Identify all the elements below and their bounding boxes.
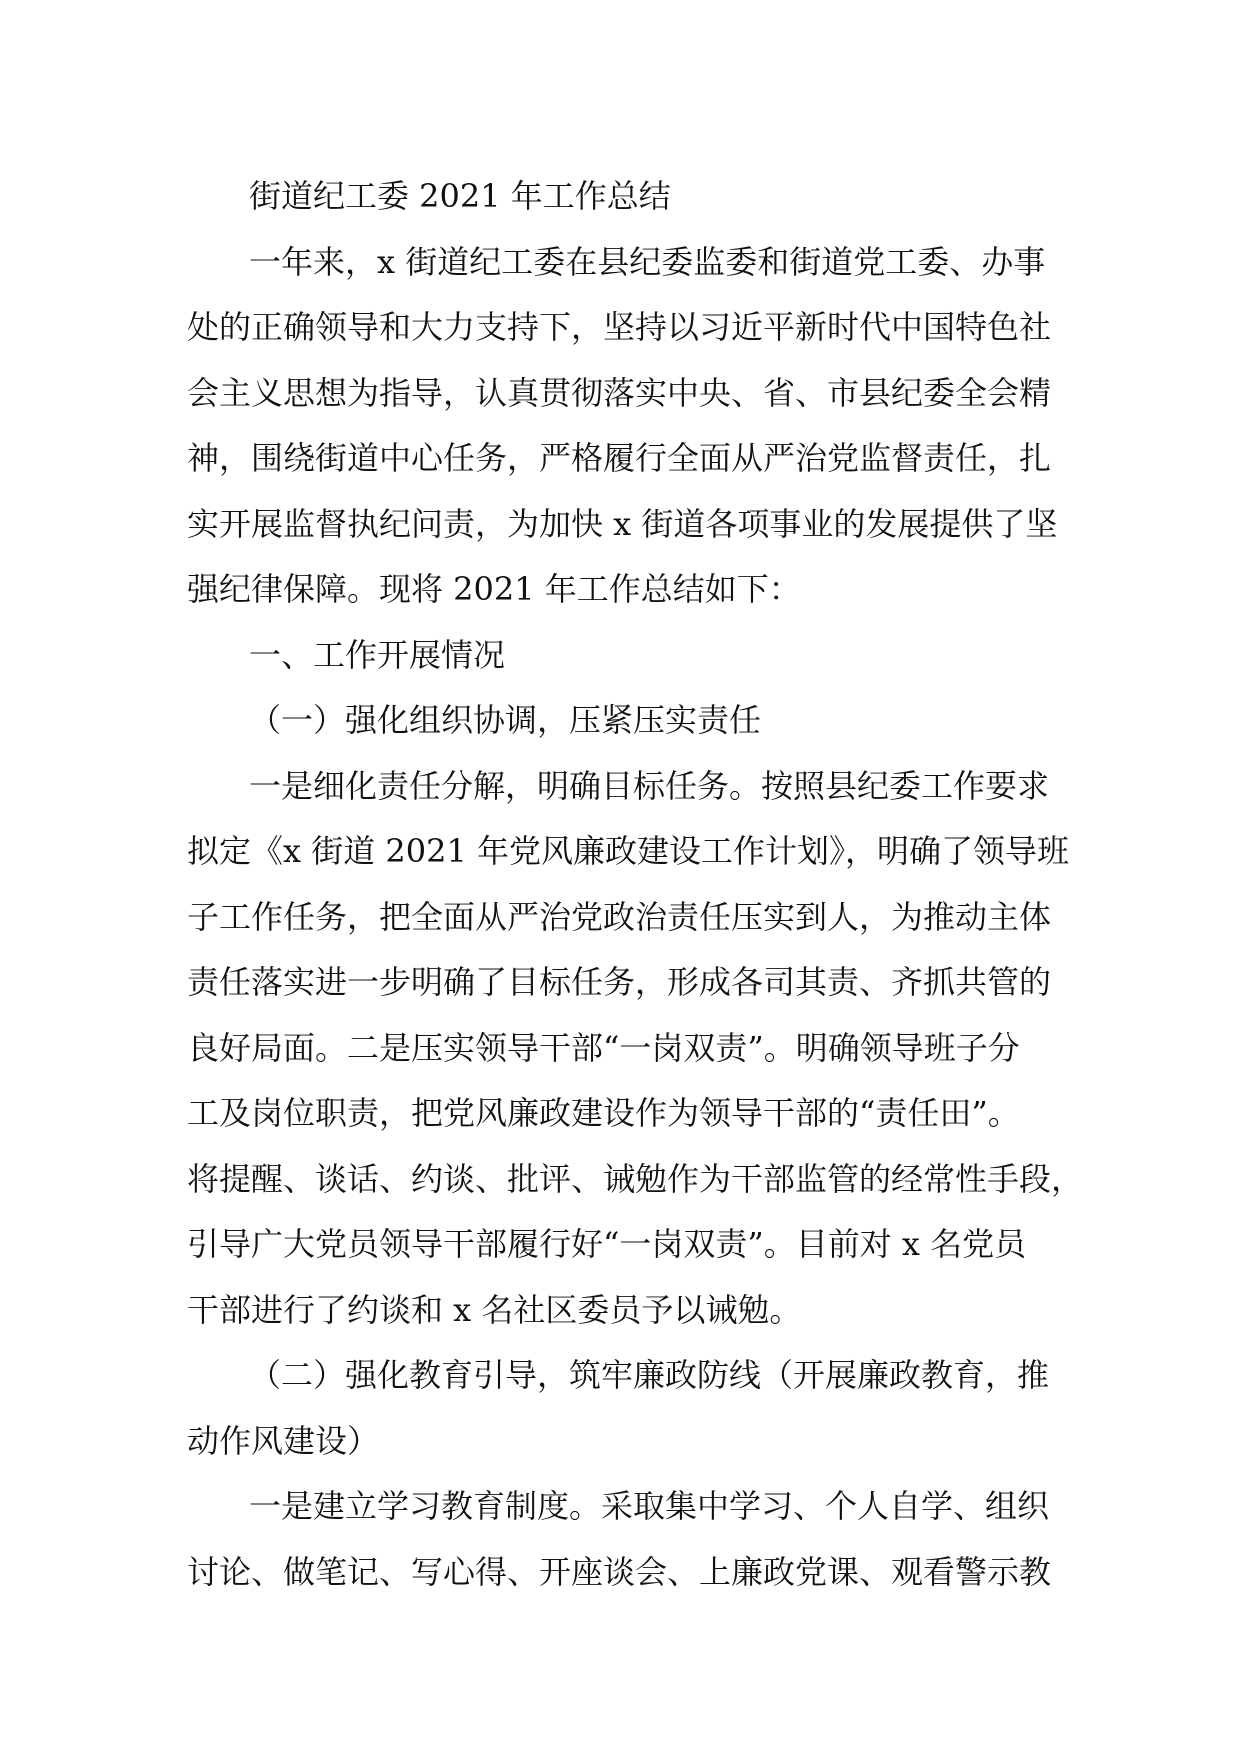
subsection-1-line-5: 良好局面。二是压实领导干部“一岗双责”。明确领导班子分 bbox=[187, 1028, 1020, 1067]
intro-line-1: 一年来，x 街道纪工委在县纪委监委和街道党工委、办事 bbox=[249, 242, 1046, 281]
subsection-1-line-4: 责任落实进一步明确了目标任务，形成各司其责、齐抓共管的 bbox=[187, 963, 1052, 1001]
subsection-2-line-1: 一是建立学习教育制度。采取集中学习、个人自学、组织 bbox=[249, 1487, 1050, 1525]
subsection-1-line-8: 引导广大党员领导干部履行好“一岗双责”。目前对 x 名党员 bbox=[187, 1225, 1027, 1263]
subsection-2-heading-line-1: （二）强化教育引导，筑牢廉政防线（开展廉政教育，推 bbox=[249, 1356, 1050, 1394]
subsection-1-line-2: 拟定《x 街道 2021 年党风廉政建设工作计划》，明确了领导班 bbox=[187, 832, 1070, 870]
intro-line-2: 处的正确领导和大力支持下，坚持以习近平新时代中国特色社 bbox=[187, 308, 1052, 346]
subsection-1-heading: （一）强化组织协调，压紧压实责任 bbox=[249, 701, 762, 739]
section-1-heading: 一、工作开展情况 bbox=[249, 635, 506, 674]
subsection-1-line-6: 工及岗位职责，把党风廉政建设作为领导干部的“责任田”。 bbox=[187, 1094, 1020, 1132]
subsection-1-line-7: 将提醒、谈话、约谈、批评、诫勉作为干部监管的经常性手段， bbox=[187, 1159, 1084, 1198]
intro-line-4: 神，围绕街道中心任务，严格履行全面从严治党监督责任，扎 bbox=[187, 439, 1052, 477]
document-body bbox=[187, 164, 1097, 1605]
document-title: 街道纪工委 2021 年工作总结 bbox=[249, 177, 671, 215]
intro-line-6: 强纪律保障。现将 2021 年工作总结如下： bbox=[187, 570, 801, 608]
subsection-1-line-9: 干部进行了约谈和 x 名社区委员予以诫勉。 bbox=[187, 1290, 802, 1329]
subsection-1-line-1: 一是细化责任分解，明确目标任务。按照县纪委工作要求 bbox=[249, 766, 1050, 805]
subsection-2-heading-line-2: 动作风建设） bbox=[187, 1421, 380, 1460]
intro-line-3: 会主义思想为指导，认真贯彻落实中央、省、市县纪委全会精 bbox=[187, 373, 1052, 412]
subsection-2-line-2: 讨论、做笔记、写心得、开座谈会、上廉政党课、观看警示教 bbox=[187, 1552, 1052, 1591]
intro-line-5: 实开展监督执纪问责，为加快 x 街道各项事业的发展提供了坚 bbox=[187, 504, 1058, 543]
subsection-1-line-3: 子工作任务，把全面从严治党政治责任压实到人，为推动主体 bbox=[187, 897, 1052, 936]
